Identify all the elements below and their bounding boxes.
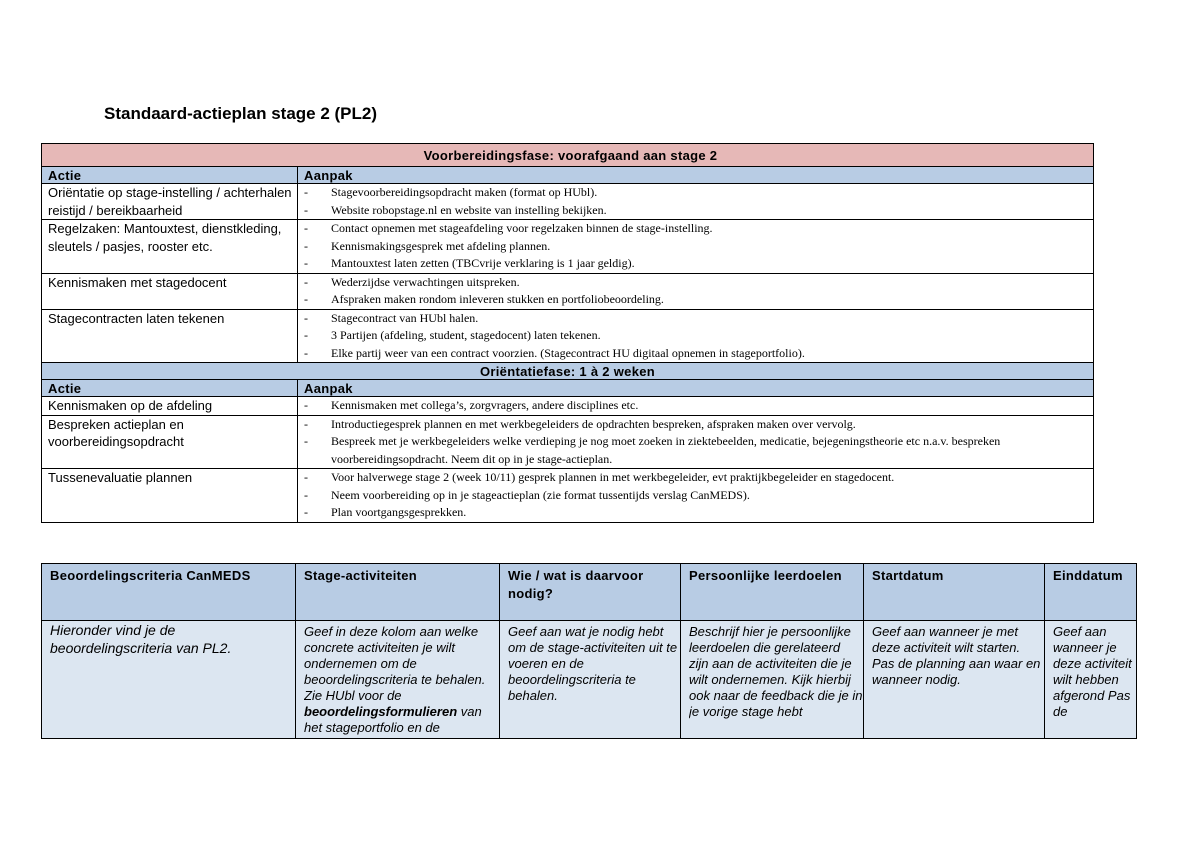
aanpak-cell — [298, 309, 1094, 363]
actie-cell: Kennismaken met stagedocent — [42, 273, 298, 309]
text-segment: van het stageportfolio en de — [304, 704, 482, 735]
phase-title: Oriëntatiefase: 1 à 2 weken — [42, 363, 1094, 380]
aanpak-cell — [298, 397, 1094, 416]
aanpak-list — [304, 184, 1093, 219]
aanpak-item: - 3 Partijen (afdeling, student, stagedocent) laten tekenen. — [304, 327, 1093, 345]
aanpak-item: - Introductiegesprek plannen en met werkbegeleiders de opdrachten bespreken, afspraken maken over vervolg. — [304, 416, 1093, 434]
actie-cell: Bespreken actieplan en voorbereidingsopdracht — [42, 415, 298, 469]
aanpak-item: - Kennismaken met collega’s, zorgvragers, andere disciplines etc. — [304, 397, 1093, 415]
header-leerdoelen: Persoonlijke leerdoelen — [681, 564, 864, 621]
text-segment: Geef in deze kolom aan welke concrete activiteiten je wilt ondernemen om de beoordelingscriteria te behalen. Zie HUbl voor de — [304, 624, 486, 703]
aanpak-list — [304, 397, 1093, 415]
cell-nodig — [500, 621, 681, 739]
cell-text: Hieronder vind je de beoordelingscriteria van PL2. — [50, 622, 232, 656]
aanpak-item: - Website robopstage.nl en website van instelling bekijken. — [304, 202, 1093, 220]
aanpak-list — [304, 416, 1093, 469]
aanpak-list — [304, 274, 1093, 309]
cell-einddatum — [1045, 621, 1137, 739]
action-row — [42, 415, 1094, 469]
phase2-rows — [42, 397, 1094, 523]
aanpak-item: - Kennismakingsgesprek met afdeling plannen. — [304, 238, 1093, 256]
column-header-aanpak: Aanpak — [298, 167, 1094, 184]
cell-activiteiten — [296, 621, 500, 739]
column-header-row — [42, 167, 1094, 184]
column-header-aanpak: Aanpak — [298, 380, 1094, 397]
aanpak-item: - Voor halverwege stage 2 (week 10/11) gesprek plannen in met werkbegeleider, evt praktijkbegeleider en stagedocent. — [304, 469, 1093, 487]
header-criteria: Beoordelingscriteria CanMEDS — [42, 564, 296, 621]
actie-cell: Stagecontracten laten tekenen — [42, 309, 298, 363]
phase1-rows — [42, 184, 1094, 363]
cell-text — [304, 624, 499, 737]
aanpak-item: - Bespreek met je werkbegeleiders welke verdieping je nog moet zoeken in ziektebeelden, medicatie, bejegeningstheorie etc n.a.v. bespreken voorbereidingsopdracht. Neem dit op in je stage-actieplan. — [304, 433, 1093, 468]
aanpak-cell — [298, 184, 1094, 220]
action-row — [42, 184, 1094, 220]
action-row — [42, 273, 1094, 309]
action-plan-table — [41, 143, 1094, 523]
cell-text: Beschrijf hier je persoonlijke leerdoelen die gerelateerd zijn aan de activiteiten die je wilt ondernemen. Kijk hierbij ook naar de feedback die je in je vorige stage hebt — [689, 624, 863, 719]
column-header-actie: Actie — [42, 380, 298, 397]
header-activiteiten: Stage-activiteiten — [296, 564, 500, 621]
header-startdatum: Startdatum — [864, 564, 1045, 621]
aanpak-cell — [298, 273, 1094, 309]
cell-text: Geef aan wanneer je deze activiteit wilt hebben afgerond Pas de — [1053, 624, 1132, 719]
actie-cell: Kennismaken op de afdeling — [42, 397, 298, 416]
criteria-body-row — [42, 621, 1137, 739]
phase-header-preparation — [42, 144, 1094, 167]
criteria-header-row — [42, 564, 1137, 621]
canmeds-criteria-table — [41, 563, 1137, 739]
cell-text: Geef aan wat je nodig hebt om de stage-activiteiten uit te voeren en de beoordelingscriteria te behalen. — [508, 624, 678, 703]
aanpak-list — [304, 469, 1093, 522]
aanpak-cell — [298, 220, 1094, 274]
actie-cell: Tussenevaluatie plannen — [42, 469, 298, 523]
aanpak-item: - Neem voorbereiding op in je stageactieplan (zie format tussentijds verslag CanMEDS). — [304, 487, 1093, 505]
actie-cell: Oriëntatie op stage-instelling / achterhalen reistijd / bereikbaarheid — [42, 184, 298, 220]
action-row — [42, 397, 1094, 416]
aanpak-cell — [298, 415, 1094, 469]
aanpak-item: - Plan voortgangsgesprekken. — [304, 504, 1093, 522]
cell-criteria — [42, 621, 296, 739]
aanpak-item: - Elke partij weer van een contract voorzien. (Stagecontract HU digitaal opnemen in stageportfolio). — [304, 345, 1093, 363]
aanpak-item: - Contact opnemen met stageafdeling voor regelzaken binnen de stage-instelling. — [304, 220, 1093, 238]
actie-cell: Regelzaken: Mantouxtest, dienstkleding, sleutels / pasjes, rooster etc. — [42, 220, 298, 274]
aanpak-item: - Wederzijdse verwachtingen uitspreken. — [304, 274, 1093, 292]
phase-header-orientation — [42, 363, 1094, 380]
cell-text: Geef aan wanneer je met deze activiteit wilt starten. Pas de planning aan waar en wanneer nodig. — [872, 624, 1041, 687]
header-einddatum: Einddatum — [1045, 564, 1137, 621]
document-title: Standaard-actieplan stage 2 (PL2) — [104, 104, 378, 123]
action-row — [42, 309, 1094, 363]
action-row — [42, 469, 1094, 523]
cell-startdatum — [864, 621, 1045, 739]
aanpak-item: - Mantouxtest laten zetten (TBCvrije verklaring is 1 jaar geldig). — [304, 255, 1093, 273]
action-row — [42, 220, 1094, 274]
aanpak-cell — [298, 469, 1094, 523]
bold-link-text: beoordelingsformulieren — [304, 704, 458, 719]
aanpak-list — [304, 220, 1093, 273]
header-nodig: Wie / wat is daarvoor nodig? — [500, 564, 681, 621]
aanpak-list — [304, 310, 1093, 363]
column-header-row — [42, 380, 1094, 397]
aanpak-item: - Stagevoorbereidingsopdracht maken (format op HUbl). — [304, 184, 1093, 202]
cell-leerdoelen — [681, 621, 864, 739]
aanpak-item: - Stagecontract van HUbl halen. — [304, 310, 1093, 328]
phase-title: Voorbereidingsfase: voorafgaand aan stage 2 — [42, 144, 1094, 167]
column-header-actie: Actie — [42, 167, 298, 184]
aanpak-item: - Afspraken maken rondom inleveren stukken en portfoliobeoordeling. — [304, 291, 1093, 309]
